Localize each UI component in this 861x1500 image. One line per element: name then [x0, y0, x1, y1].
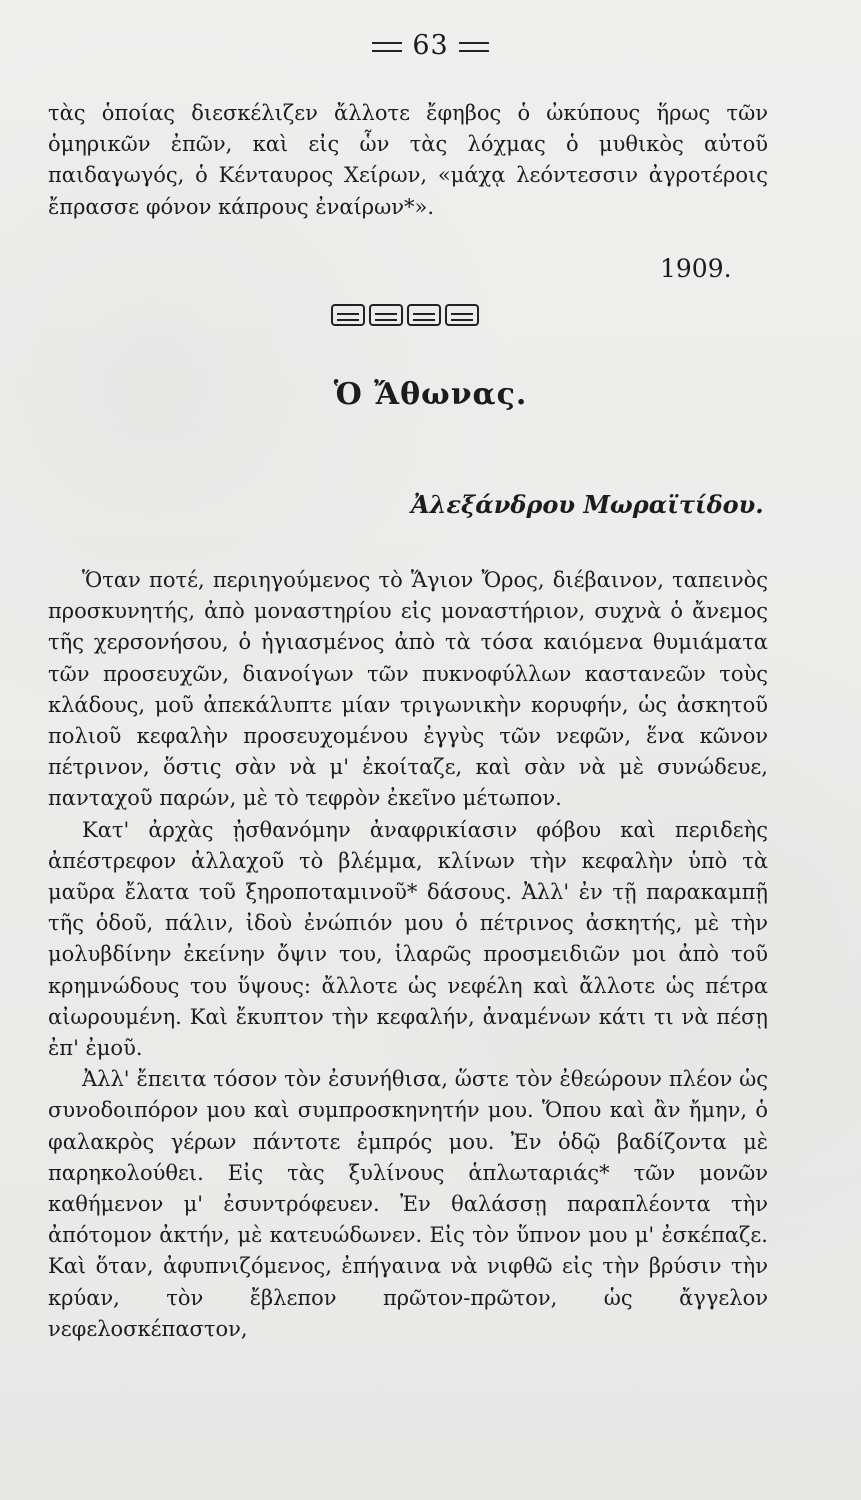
- article-body: [48, 565, 768, 1399]
- body-paragraph-2: Κατ' ἀρχὰς ᾐσθανόμην ἀναφρικίασιν φόβου καὶ περιδεὴς ἀπέστρεφον ἀλλαχοῦ τὸ βλέμμα, κλίνων τὴν κεφαλὴν ὑπὸ τὰ μαῦρα ἔλατα τοῦ ξηροποταμινοῦ* δάσους. Ἀλλ' ἐν τῇ παρακαμπῇ τῆς ὁδοῦ, πάλιν, ἰδοὺ ἐνώπιόν μου ὁ πέτρινος ἀσκητής, μὲ τὴν μολυβδίνην ἐκείνην ὄψιν του, ἱλαρῶς προσμειδιῶν μοι ἀπὸ τοῦ κρημνώδους του ὕψους: ἄλλοτε ὡς νεφέλη καὶ ἄλλοτε ὡς πέτρα αἰωρουμένη. Καὶ ἔκυπτον τὴν κεφαλήν, ἀναμένων κάτι τι νὰ πέσῃ ἐπ' ἐμοῦ.: [48, 817, 768, 1061]
- intro-text: [48, 98, 768, 229]
- ornament-piece: [331, 304, 365, 326]
- ornament-piece: [445, 304, 479, 326]
- year-label: 1909.: [660, 254, 732, 283]
- author-name: Ἀλεξάνδρου Μωραϊτίδου.: [411, 490, 764, 519]
- ornament-piece: [369, 304, 403, 326]
- body-paragraph-1: Ὅταν ποτέ, περιηγούμενος τὸ Ἅγιον Ὄρος, διέβαινον, ταπεινὸς προσκυνητής, ἀπὸ μοναστηρίου εἰς μοναστήριον, συχνὰ ὁ ἄνεμος τῆς χερσονήσου, ὁ ἡγιασμένος ἀπὸ τὰ τόσα καιόμενα θυμιάματα τῶν προσευχῶν, διανοίγων τῶν πυκνοφύλλων καστανεῶν τοὺς κλάδους, μοῦ ἀπεκάλυπτε μίαν τριγωνικὴν κορυφήν, ὡς ἀσκητοῦ πολιοῦ κεφαλὴν προσευχομένου ἐγγὺς τῶν νεφῶν, ἕνα κῶνον πέτρινον, ὅστις σὰν νὰ μ' ἐκοίταζε, καὶ σὰν νὰ μὲ συνώδευε, πανταχοῦ παρών, μὲ τὸ τεφρὸν ἐκεῖνο μέτωπον.: [48, 568, 768, 811]
- body-paragraph-3: Ἀλλ' ἔπειτα τόσον τὸν ἐσυνήθισα, ὥστε τὸν ἐθεώρουν πλέον ὡς συνοδοιπόρον μου καὶ συμπροσκηνητήν μου. Ὅπου καὶ ἂν ἤμην, ὁ φαλακρὸς γέρων πάντοτε ἐμπρός μου. Ἐν ὁδῷ βαδίζοντα μὲ παρηκολούθει. Εἰς τὰς ξυλίνους ἁπλωταριάς* τῶν μονῶν καθήμενον μ' ἐσυντρόφευεν. Ἐν θαλάσσῃ παραπλέοντα τὴν ἀπότομον ἀκτήν, μὲ κατευώδωνεν. Εἰς τὸν ὕπνον μου μ' ἐσκέπαζε. Καὶ ὅταν, ἀφυπνιζόμενος, ἐπήγαινα νὰ νιφθῶ εἰς τὴν βρύσιν τὴν κρύαν, τὸν ἔβλεπον πρῶτον-πρῶτον, ὡς ἄγγελον νεφελοσκέπαστον,: [48, 1067, 768, 1341]
- page-number: 63: [0, 30, 861, 61]
- intro-paragraph: τὰς ὁποίας διεσκέλιζεν ἄλλοτε ἔφηβος ὁ ὠκύπους ἥρως τῶν ὁμηρικῶν ἐπῶν, καὶ εἰς ὧν τὰς λόχμας ὁ μυθικὸς αὐτοῦ παιδαγωγός, ὁ Κένταυρος Χείρων, «μάχᾳ λεόντεσσιν ἀγροτέροις ἔπρασσε φόνον κάπρους ἐναίρων*».: [48, 101, 768, 219]
- decorative-ornament: [331, 304, 479, 326]
- article-title: Ὁ Ἄθωνας.: [333, 377, 528, 412]
- ornament-piece: [407, 304, 441, 326]
